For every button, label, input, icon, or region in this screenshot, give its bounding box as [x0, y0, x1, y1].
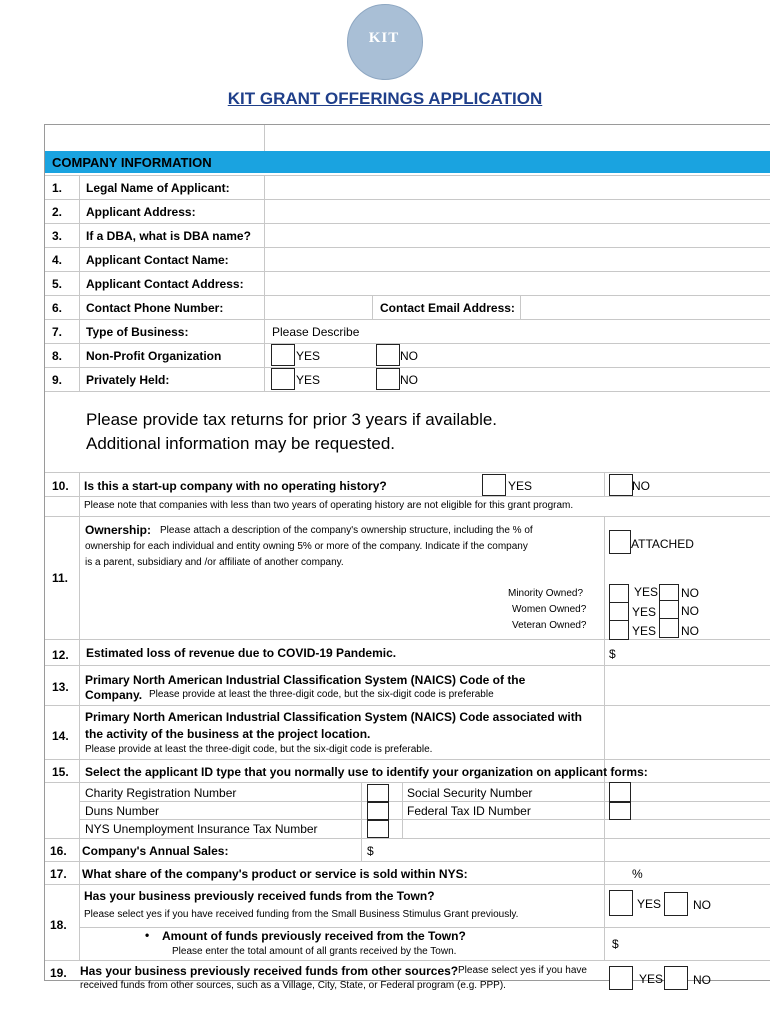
row-number: 5.: [52, 277, 63, 291]
divider: [402, 782, 403, 838]
id-type-label: Select the applicant ID type that you normally use to identify your organization on applicant forms:: [85, 765, 648, 779]
revenue-loss-field[interactable]: $: [609, 647, 616, 661]
logo-text: KIT: [368, 30, 400, 46]
yes-label: YES: [632, 624, 657, 638]
divider: [604, 472, 605, 496]
naics-location-label: the activity of the business at the project location.: [85, 727, 371, 741]
row-number: 6.: [52, 301, 63, 315]
id-option-label: Charity Registration Number: [85, 786, 237, 800]
divider: [361, 782, 362, 861]
row-number: 15.: [52, 765, 69, 779]
row-number: 19.: [50, 966, 67, 980]
phone-label: Contact Phone Number:: [86, 301, 224, 315]
women-yes-checkbox[interactable]: [609, 602, 629, 622]
business-type-label: Type of Business:: [86, 325, 189, 339]
divider: [79, 175, 80, 391]
ownership-label: Ownership:: [85, 523, 152, 537]
business-type-field[interactable]: Please Describe: [272, 325, 360, 339]
divider: [45, 861, 770, 862]
row-number: 12.: [52, 648, 69, 662]
no-label: NO: [400, 349, 418, 363]
id-option-label: Federal Tax ID Number: [407, 804, 531, 818]
divider: [45, 472, 770, 473]
row-number: 17.: [50, 867, 67, 881]
town-funds-yes-checkbox[interactable]: [609, 890, 633, 916]
private-yes-checkbox[interactable]: [271, 368, 295, 390]
town-funds-no-checkbox[interactable]: [664, 892, 688, 916]
page-title: KIT GRANT OFFERINGS APPLICATION: [227, 89, 543, 108]
yes-label: YES: [639, 972, 664, 986]
annual-sales-label: Company's Annual Sales:: [82, 844, 229, 858]
divider: [264, 175, 265, 391]
row-number: 11.: [52, 571, 69, 585]
veteran-no-checkbox[interactable]: [659, 618, 679, 638]
nys-unemployment-checkbox[interactable]: [367, 820, 389, 838]
revenue-loss-label: Estimated loss of revenue due to COVID-19 Pandemic.: [86, 646, 397, 660]
row-number: 1.: [52, 181, 63, 195]
divider: [45, 759, 770, 760]
row-number: 9.: [52, 373, 63, 387]
divider: [45, 516, 770, 517]
yes-label: YES: [296, 373, 321, 387]
row-number: 7.: [52, 325, 63, 339]
divider: [45, 639, 770, 640]
naics-company-label: Company.: [85, 688, 143, 702]
no-label: NO: [632, 479, 650, 493]
divider: [80, 927, 770, 928]
yes-label: YES: [634, 585, 659, 599]
naics-company-note: Please provide at least the three-digit code, but the six-digit code is preferable: [149, 689, 494, 700]
other-funds-note: Please select yes if you have: [458, 965, 587, 976]
divider: [79, 472, 80, 960]
other-funds-yes-checkbox[interactable]: [609, 966, 633, 990]
startup-yes-checkbox[interactable]: [482, 474, 506, 496]
veteran-owned-label: Veteran Owned?: [512, 620, 587, 631]
divider: [45, 367, 770, 368]
divider: [45, 319, 770, 320]
dba-field[interactable]: [266, 224, 770, 246]
town-funds-label: Has your business previously received funds from the Town?: [84, 889, 435, 903]
startup-no-checkbox[interactable]: [609, 474, 633, 496]
town-amount-label: Amount of funds previously received from the Town?: [162, 929, 466, 943]
naics-location-label: Primary North American Industrial Classification System (NAICS) Code associated with: [85, 710, 583, 724]
additional-info-note: Additional information may be requested.: [86, 434, 396, 453]
section-title: COMPANY INFORMATION: [52, 155, 212, 170]
contact-name-field[interactable]: [266, 248, 770, 270]
charity-number-checkbox[interactable]: [367, 784, 389, 802]
yes-label: YES: [632, 605, 657, 619]
row-number: 4.: [52, 253, 63, 267]
startup-label: Is this a start-up company with no operating history?: [84, 479, 387, 493]
id-option-label: Social Security Number: [407, 786, 533, 800]
row-number: 13.: [52, 680, 69, 694]
divider: [45, 838, 770, 839]
nonprofit-yes-checkbox[interactable]: [271, 344, 295, 366]
address-field[interactable]: [266, 200, 770, 222]
naics-location-field[interactable]: [606, 706, 770, 758]
nonprofit-label: Non-Profit Organization: [86, 349, 222, 363]
contact-name-label: Applicant Contact Name:: [86, 253, 229, 267]
divider: [45, 960, 770, 961]
minority-owned-label: Minority Owned?: [508, 588, 584, 599]
ownership-attached-checkbox[interactable]: [609, 530, 631, 554]
yes-label: YES: [296, 349, 321, 363]
divider: [372, 295, 373, 319]
row-number: 16.: [50, 844, 67, 858]
naics-company-label: Primary North American Industrial Classification System (NAICS) Code of the: [85, 673, 526, 687]
no-label: NO: [681, 624, 699, 638]
bullet-icon: •: [145, 928, 150, 942]
divider: [45, 496, 770, 497]
ssn-checkbox[interactable]: [609, 782, 631, 802]
nonprofit-no-checkbox[interactable]: [376, 344, 400, 366]
legal-name-field[interactable]: [266, 176, 770, 198]
no-label: NO: [681, 586, 699, 600]
women-owned-label: Women Owned?: [512, 604, 587, 615]
row-number: 8.: [52, 349, 63, 363]
no-label: NO: [693, 973, 711, 987]
no-label: NO: [681, 604, 699, 618]
tax-returns-note: Please provide tax returns for prior 3 years if available.: [86, 410, 498, 429]
ownership-desc: is a parent, subsidiary and /or affiliate of another company.: [85, 557, 344, 568]
private-no-checkbox[interactable]: [376, 368, 400, 390]
email-label: Contact Email Address:: [380, 301, 515, 315]
divider: [604, 516, 605, 960]
divider: [520, 295, 521, 319]
legal-name-label: Legal Name of Applicant:: [86, 181, 230, 195]
row-number: 10.: [52, 479, 69, 493]
id-option-label: Duns Number: [85, 804, 160, 818]
row-number: 3.: [52, 229, 63, 243]
town-funds-note: Please select yes if you have received funding from the Small Business Stimulus Grant previously.: [84, 909, 519, 920]
nys-share-label: What share of the company's product or service is sold within NYS:: [82, 867, 468, 881]
veteran-yes-checkbox[interactable]: [609, 620, 629, 640]
women-no-checkbox[interactable]: [659, 600, 679, 620]
no-label: NO: [400, 373, 418, 387]
ownership-desc: ownership for each individual and entity owning 5% or more of the company. Indicate if the company: [85, 541, 528, 552]
duns-number-checkbox[interactable]: [367, 802, 389, 820]
contact-address-label: Applicant Contact Address:: [86, 277, 244, 291]
nys-share-field[interactable]: %: [632, 867, 643, 881]
divider: [45, 782, 770, 783]
naics-location-note: Please provide at least the three-digit code, but the six-digit code is preferable.: [85, 744, 433, 755]
federal-tax-id-checkbox[interactable]: [609, 802, 631, 820]
address-label: Applicant Address:: [86, 205, 196, 219]
attached-label: ATTACHED: [631, 537, 694, 551]
yes-label: YES: [508, 479, 533, 493]
divider: [80, 819, 770, 820]
startup-note: Please note that companies with less than two years of operating history are not eligible for this grant program.: [84, 500, 574, 511]
contact-address-field[interactable]: [266, 272, 770, 294]
private-label: Privately Held:: [86, 373, 170, 387]
yes-label: YES: [637, 897, 662, 911]
divider: [45, 884, 770, 885]
ownership-desc: Please attach a description of the company's ownership structure, including the % of: [160, 525, 533, 536]
other-funds-label: Has your business previously received funds from other sources?: [80, 964, 459, 978]
row-number: 2.: [52, 205, 63, 219]
no-label: NO: [693, 898, 711, 912]
naics-company-field[interactable]: [606, 666, 770, 704]
town-amount-field[interactable]: $: [612, 937, 619, 951]
dba-label: If a DBA, what is DBA name?: [86, 229, 251, 243]
row-number: 14.: [52, 729, 69, 743]
annual-sales-field[interactable]: $: [367, 844, 374, 858]
phone-field[interactable]: [266, 296, 371, 318]
divider: [80, 801, 770, 802]
other-funds-note: received funds from other sources, such as a Village, City, State, or Federal program (e.g. PPP).: [80, 980, 506, 991]
divider: [45, 343, 770, 344]
id-option-label: NYS Unemployment Insurance Tax Number: [85, 822, 318, 836]
row-number: 18.: [50, 918, 67, 932]
email-field[interactable]: [522, 296, 770, 318]
divider: [45, 391, 770, 392]
minority-yes-checkbox[interactable]: [609, 584, 629, 604]
town-amount-note: Please enter the total amount of all grants received by the Town.: [172, 946, 457, 957]
divider: [264, 125, 265, 151]
other-funds-no-checkbox[interactable]: [664, 966, 688, 990]
